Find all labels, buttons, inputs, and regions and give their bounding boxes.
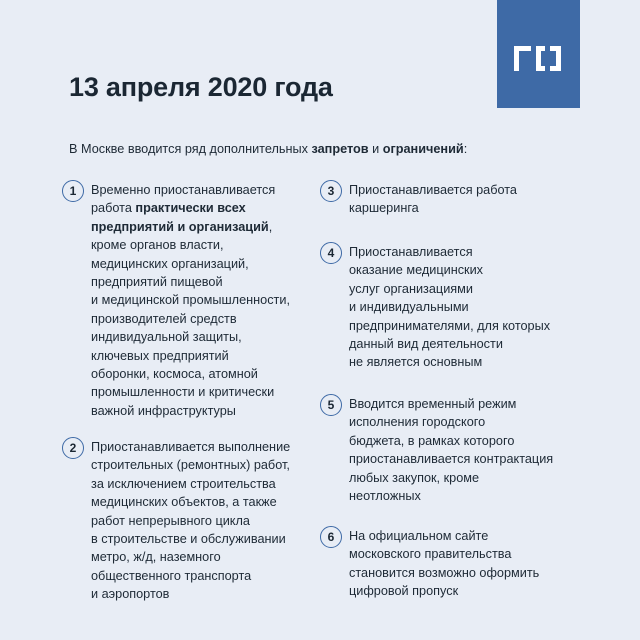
item-text-fragment: неотложных xyxy=(349,489,421,504)
item-text-fragment: ключевых предприятий xyxy=(91,348,229,363)
item-number-badge: 1 xyxy=(62,180,84,202)
item-text-line xyxy=(349,199,517,217)
item-text-fragment: оказание медицинских xyxy=(349,263,484,278)
item-text-fragment: Приостанавливается работа xyxy=(349,183,517,197)
item-text-fragment: промышленности и критически xyxy=(91,385,275,400)
item-text-line xyxy=(349,450,553,468)
item-text-line xyxy=(349,317,550,335)
item-text-line xyxy=(91,475,290,493)
intro-text-part: : xyxy=(463,142,468,156)
item-text-line xyxy=(91,383,290,401)
item-text-fragment: производителей средств xyxy=(91,311,237,326)
item-text-line xyxy=(349,280,550,298)
item-text-fragment: работа xyxy=(91,201,136,216)
item-text-line xyxy=(349,582,539,600)
item-text-line xyxy=(349,469,553,487)
item-text-fragment: приостанавливается контрактация xyxy=(349,452,554,467)
item-text-fragment: цифровой пропуск xyxy=(349,584,459,599)
intro-text-part: В Москве вводится ряд дополнительных xyxy=(69,142,312,156)
item-text-fragment: любых закупок, кроме xyxy=(349,470,480,485)
item-text-line xyxy=(91,291,290,309)
item-text-line xyxy=(91,199,290,217)
intro-text xyxy=(69,140,467,158)
item-text-fragment: , xyxy=(268,219,273,234)
item-text-line xyxy=(91,493,290,511)
item-text-line xyxy=(91,530,290,548)
item-text-fragment: каршеринга xyxy=(349,201,419,216)
item-text-fragment: важной инфраструктуры xyxy=(91,403,236,418)
item-text-fragment: Вводится временный режим xyxy=(349,397,517,411)
item-text-line xyxy=(349,527,539,545)
item-text xyxy=(91,438,290,604)
item-text-line xyxy=(91,236,290,254)
item-text-line xyxy=(349,432,553,450)
item-text xyxy=(349,395,553,505)
item-text-fragment: метро, ж/д, наземного xyxy=(91,550,221,565)
item-text-fragment: Приостанавливается xyxy=(349,245,473,259)
item-text-fragment: оборонки, космоса, атомной xyxy=(91,367,258,382)
item-text-line xyxy=(349,335,550,353)
intro-text-part: и xyxy=(368,142,383,156)
page-title: 13 апреля 2020 года xyxy=(69,72,333,102)
item-text-fragment: индивидуальной защиты, xyxy=(91,330,242,345)
item-text-fragment: данный вид деятельности xyxy=(349,337,503,352)
item-text-line xyxy=(349,413,553,431)
item-text-fragment: не является основным xyxy=(349,355,483,370)
item-text-bold: практически всех xyxy=(135,201,246,216)
item-text-fragment: в строительстве и обслуживании xyxy=(91,532,286,547)
item-text xyxy=(349,527,539,601)
intro-bold-restrictions: ограничений xyxy=(382,142,464,156)
item-text-fragment: строительных (ремонтных) работ, xyxy=(91,458,290,473)
item-text-line xyxy=(91,567,290,585)
item-text-fragment: медицинских организаций, xyxy=(91,256,249,271)
item-text-fragment: предприятий пищевой xyxy=(91,275,223,290)
item-text-line xyxy=(349,261,550,279)
item-text-fragment: и аэропортов xyxy=(91,587,170,602)
item-text xyxy=(91,181,290,420)
item-text-fragment: московского правительства xyxy=(349,547,512,562)
item-text-line xyxy=(349,487,553,505)
item-text-fragment: работ непрерывного цикла xyxy=(91,513,250,528)
item-number-badge: 6 xyxy=(320,526,342,548)
item-text-bold: предприятий и организаций xyxy=(91,219,269,234)
item-text-fragment: исполнения городского xyxy=(349,415,486,430)
item-text-line xyxy=(349,564,539,582)
item-text-fragment: становится возможно оформить xyxy=(349,565,540,580)
item-text-line xyxy=(91,585,290,603)
item-text-line xyxy=(349,298,550,316)
item-text-fragment: бюджета, в рамках которого xyxy=(349,433,515,448)
item-text-line xyxy=(91,365,290,383)
item-text-line xyxy=(91,456,290,474)
item-text-line xyxy=(349,545,539,563)
item-text-fragment: медицинских объектов, а также xyxy=(91,495,277,510)
item-text-line xyxy=(91,273,290,291)
item-text-line xyxy=(349,181,517,199)
item-text-line xyxy=(349,395,553,413)
item-number-badge: 3 xyxy=(320,180,342,202)
item-text-line xyxy=(91,438,290,456)
item-number-badge: 4 xyxy=(320,242,342,264)
item-text-line xyxy=(349,243,550,261)
item-text-fragment: услуг организациями xyxy=(349,281,473,296)
item-text-line xyxy=(91,328,290,346)
item-text-fragment: за исключением строительства xyxy=(91,476,276,491)
item-text-fragment: и индивидуальными xyxy=(349,300,469,315)
item-text-line xyxy=(91,512,290,530)
item-text-line xyxy=(349,353,550,371)
item-text-fragment: Приостанавливается выполнение xyxy=(91,440,291,454)
logo xyxy=(497,0,580,108)
item-text-line xyxy=(91,255,290,273)
item-text xyxy=(349,243,550,372)
item-text-line xyxy=(91,218,290,236)
item-number-badge: 2 xyxy=(62,437,84,459)
item-text-fragment: Временно приостанавливается xyxy=(91,183,276,197)
intro-bold-bans: запретов xyxy=(311,142,369,156)
item-text-line xyxy=(91,181,290,199)
item-text-fragment: На официальном сайте xyxy=(349,529,489,543)
item-text-fragment: предпринимателями, для которых xyxy=(349,318,551,333)
item-text-line xyxy=(91,548,290,566)
logo-mark-icon xyxy=(497,0,580,108)
item-text-line xyxy=(91,347,290,365)
item-text-fragment: и медицинской промышленности, xyxy=(91,293,290,308)
item-text-fragment: кроме органов власти, xyxy=(91,238,224,253)
item-text-fragment: общественного транспорта xyxy=(91,568,252,583)
item-text xyxy=(349,181,517,218)
item-number-badge: 5 xyxy=(320,394,342,416)
item-text-line xyxy=(91,310,290,328)
item-text-line xyxy=(91,402,290,420)
